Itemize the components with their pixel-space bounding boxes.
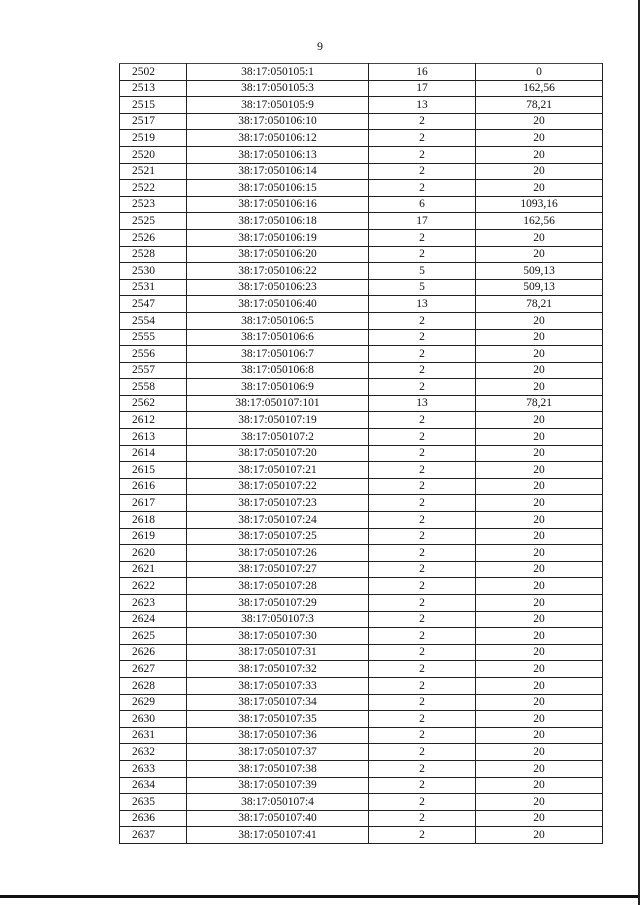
value-cell: 1093,16 [476, 196, 603, 213]
row-number-cell: 2621 [120, 561, 187, 578]
value-cell: 20 [476, 462, 603, 479]
row-number-cell: 2630 [120, 711, 187, 728]
cadastral-number-cell: 38:17:050107:29 [187, 595, 369, 612]
table-row [120, 677, 603, 694]
cadastral-number-cell: 38:17:050106:18 [187, 213, 369, 230]
data-table [119, 63, 603, 844]
value-cell: 20 [476, 113, 603, 130]
cadastral-number-cell: 38:17:050107:27 [187, 561, 369, 578]
table-row [120, 628, 603, 645]
count-cell: 17 [369, 213, 476, 230]
table-row [120, 379, 603, 396]
cadastral-number-cell: 38:17:050107:31 [187, 644, 369, 661]
cadastral-number-cell: 38:17:050106:19 [187, 229, 369, 246]
count-cell: 2 [369, 794, 476, 811]
cadastral-number-cell: 38:17:050107:39 [187, 777, 369, 794]
value-cell: 20 [476, 180, 603, 197]
count-cell: 2 [369, 777, 476, 794]
value-cell: 20 [476, 312, 603, 329]
row-number-cell: 2547 [120, 296, 187, 313]
table-row [120, 478, 603, 495]
value-cell: 20 [476, 711, 603, 728]
row-number-cell: 2628 [120, 677, 187, 694]
value-cell: 20 [476, 512, 603, 529]
row-number-cell: 2558 [120, 379, 187, 396]
row-number-cell: 2522 [120, 180, 187, 197]
table-row [120, 744, 603, 761]
value-cell: 20 [476, 229, 603, 246]
cadastral-number-cell: 38:17:050105:1 [187, 64, 369, 81]
cadastral-number-cell: 38:17:050106:9 [187, 379, 369, 396]
row-number-cell: 2627 [120, 661, 187, 678]
value-cell: 20 [476, 130, 603, 147]
row-number-cell: 2623 [120, 595, 187, 612]
row-number-cell: 2622 [120, 578, 187, 595]
cadastral-number-cell: 38:17:050106:16 [187, 196, 369, 213]
cadastral-number-cell: 38:17:050105:3 [187, 80, 369, 97]
cadastral-number-cell: 38:17:050107:32 [187, 661, 369, 678]
row-number-cell: 2555 [120, 329, 187, 346]
table-row [120, 64, 603, 81]
count-cell: 2 [369, 545, 476, 562]
table-row [120, 462, 603, 479]
value-cell: 20 [476, 677, 603, 694]
table-row [120, 661, 603, 678]
table-row [120, 644, 603, 661]
value-cell: 20 [476, 561, 603, 578]
row-number-cell: 2633 [120, 760, 187, 777]
cadastral-number-cell: 38:17:050106:8 [187, 362, 369, 379]
value-cell: 20 [476, 545, 603, 562]
table-row [120, 279, 603, 296]
count-cell: 2 [369, 429, 476, 446]
value-cell: 78,21 [476, 395, 603, 412]
value-cell: 20 [476, 445, 603, 462]
table-row [120, 429, 603, 446]
count-cell: 2 [369, 628, 476, 645]
cadastral-number-cell: 38:17:050107:23 [187, 495, 369, 512]
cadastral-number-cell: 38:17:050106:22 [187, 263, 369, 280]
value-cell: 20 [476, 595, 603, 612]
table-row [120, 727, 603, 744]
row-number-cell: 2636 [120, 810, 187, 827]
value-cell: 20 [476, 744, 603, 761]
row-number-cell: 2554 [120, 312, 187, 329]
table-row [120, 180, 603, 197]
row-number-cell: 2530 [120, 263, 187, 280]
value-cell: 20 [476, 810, 603, 827]
value-cell: 20 [476, 329, 603, 346]
count-cell: 2 [369, 711, 476, 728]
cadastral-number-cell: 38:17:050106:10 [187, 113, 369, 130]
row-number-cell: 2526 [120, 229, 187, 246]
count-cell: 2 [369, 163, 476, 180]
row-number-cell: 2619 [120, 528, 187, 545]
row-number-cell: 2615 [120, 462, 187, 479]
value-cell: 20 [476, 379, 603, 396]
row-number-cell: 2520 [120, 146, 187, 163]
value-cell: 20 [476, 727, 603, 744]
count-cell: 2 [369, 130, 476, 147]
cadastral-number-cell: 38:17:050107:38 [187, 760, 369, 777]
row-number-cell: 2616 [120, 478, 187, 495]
count-cell: 2 [369, 661, 476, 678]
cadastral-number-cell: 38:17:050107:21 [187, 462, 369, 479]
row-number-cell: 2523 [120, 196, 187, 213]
count-cell: 5 [369, 263, 476, 280]
row-number-cell: 2519 [120, 130, 187, 147]
count-cell: 2 [369, 561, 476, 578]
table-row [120, 395, 603, 412]
cadastral-number-cell: 38:17:050107:26 [187, 545, 369, 562]
table-body [120, 64, 603, 844]
table-row [120, 362, 603, 379]
cadastral-number-cell: 38:17:050107:37 [187, 744, 369, 761]
table-row [120, 113, 603, 130]
cadastral-number-cell: 38:17:050107:4 [187, 794, 369, 811]
cadastral-number-cell: 38:17:050107:101 [187, 395, 369, 412]
count-cell: 2 [369, 346, 476, 363]
cadastral-number-cell: 38:17:050106:13 [187, 146, 369, 163]
value-cell: 20 [476, 611, 603, 628]
count-cell: 2 [369, 180, 476, 197]
value-cell: 78,21 [476, 296, 603, 313]
row-number-cell: 2614 [120, 445, 187, 462]
row-number-cell: 2556 [120, 346, 187, 363]
count-cell: 2 [369, 744, 476, 761]
count-cell: 2 [369, 462, 476, 479]
table-row [120, 694, 603, 711]
count-cell: 6 [369, 196, 476, 213]
count-cell: 2 [369, 727, 476, 744]
table-row [120, 296, 603, 313]
cadastral-number-cell: 38:17:050107:3 [187, 611, 369, 628]
row-number-cell: 2629 [120, 694, 187, 711]
cadastral-number-cell: 38:17:050105:9 [187, 97, 369, 114]
row-number-cell: 2513 [120, 80, 187, 97]
table-row [120, 97, 603, 114]
count-cell: 2 [369, 810, 476, 827]
count-cell: 2 [369, 113, 476, 130]
count-cell: 2 [369, 694, 476, 711]
table-row [120, 777, 603, 794]
table-row [120, 512, 603, 529]
count-cell: 2 [369, 312, 476, 329]
count-cell: 5 [369, 279, 476, 296]
table-row [120, 163, 603, 180]
bottom-scan-edge [0, 895, 640, 898]
row-number-cell: 2557 [120, 362, 187, 379]
count-cell: 2 [369, 445, 476, 462]
row-number-cell: 2502 [120, 64, 187, 81]
value-cell: 20 [476, 777, 603, 794]
row-number-cell: 2635 [120, 794, 187, 811]
value-cell: 20 [476, 163, 603, 180]
table-row [120, 794, 603, 811]
cadastral-number-cell: 38:17:050107:24 [187, 512, 369, 529]
row-number-cell: 2617 [120, 495, 187, 512]
row-number-cell: 2624 [120, 611, 187, 628]
row-number-cell: 2562 [120, 395, 187, 412]
table-row [120, 545, 603, 562]
value-cell: 20 [476, 760, 603, 777]
count-cell: 2 [369, 528, 476, 545]
table-row [120, 561, 603, 578]
cadastral-number-cell: 38:17:050107:36 [187, 727, 369, 744]
row-number-cell: 2525 [120, 213, 187, 230]
count-cell: 2 [369, 329, 476, 346]
count-cell: 2 [369, 760, 476, 777]
cadastral-number-cell: 38:17:050107:40 [187, 810, 369, 827]
cadastral-number-cell: 38:17:050107:30 [187, 628, 369, 645]
row-number-cell: 2521 [120, 163, 187, 180]
count-cell: 16 [369, 64, 476, 81]
value-cell: 20 [476, 146, 603, 163]
row-number-cell: 2517 [120, 113, 187, 130]
table-row [120, 246, 603, 263]
count-cell: 13 [369, 395, 476, 412]
table-row [120, 263, 603, 280]
page-number: 9 [317, 39, 323, 53]
table-row [120, 196, 603, 213]
count-cell: 2 [369, 677, 476, 694]
value-cell: 509,13 [476, 279, 603, 296]
value-cell: 20 [476, 346, 603, 363]
cadastral-number-cell: 38:17:050106:15 [187, 180, 369, 197]
count-cell: 2 [369, 379, 476, 396]
row-number-cell: 2515 [120, 97, 187, 114]
value-cell: 20 [476, 794, 603, 811]
count-cell: 2 [369, 611, 476, 628]
value-cell: 0 [476, 64, 603, 81]
value-cell: 20 [476, 694, 603, 711]
row-number-cell: 2625 [120, 628, 187, 645]
table-row [120, 827, 603, 844]
cadastral-number-cell: 38:17:050106:20 [187, 246, 369, 263]
value-cell: 162,56 [476, 80, 603, 97]
cadastral-number-cell: 38:17:050107:25 [187, 528, 369, 545]
value-cell: 20 [476, 628, 603, 645]
count-cell: 2 [369, 644, 476, 661]
row-number-cell: 2618 [120, 512, 187, 529]
value-cell: 509,13 [476, 263, 603, 280]
value-cell: 20 [476, 362, 603, 379]
value-cell: 20 [476, 644, 603, 661]
cadastral-number-cell: 38:17:050106:7 [187, 346, 369, 363]
value-cell: 162,56 [476, 213, 603, 230]
value-cell: 20 [476, 246, 603, 263]
count-cell: 2 [369, 412, 476, 429]
row-number-cell: 2626 [120, 644, 187, 661]
value-cell: 20 [476, 827, 603, 844]
cadastral-number-cell: 38:17:050107:35 [187, 711, 369, 728]
table-row [120, 229, 603, 246]
row-number-cell: 2631 [120, 727, 187, 744]
table-row [120, 412, 603, 429]
row-number-cell: 2528 [120, 246, 187, 263]
count-cell: 2 [369, 246, 476, 263]
count-cell: 2 [369, 229, 476, 246]
row-number-cell: 2637 [120, 827, 187, 844]
cadastral-number-cell: 38:17:050107:20 [187, 445, 369, 462]
value-cell: 20 [476, 412, 603, 429]
cadastral-number-cell: 38:17:050107:34 [187, 694, 369, 711]
count-cell: 2 [369, 595, 476, 612]
value-cell: 20 [476, 478, 603, 495]
table-row [120, 711, 603, 728]
cadastral-number-cell: 38:17:050106:6 [187, 329, 369, 346]
table-row [120, 445, 603, 462]
row-number-cell: 2613 [120, 429, 187, 446]
table-row [120, 213, 603, 230]
count-cell: 2 [369, 362, 476, 379]
table-row [120, 611, 603, 628]
cadastral-number-cell: 38:17:050107:41 [187, 827, 369, 844]
row-number-cell: 2632 [120, 744, 187, 761]
row-number-cell: 2620 [120, 545, 187, 562]
count-cell: 13 [369, 296, 476, 313]
table-row [120, 578, 603, 595]
table-row [120, 810, 603, 827]
table-row [120, 80, 603, 97]
row-number-cell: 2531 [120, 279, 187, 296]
table-row [120, 312, 603, 329]
value-cell: 20 [476, 429, 603, 446]
cadastral-number-cell: 38:17:050106:14 [187, 163, 369, 180]
table-row [120, 760, 603, 777]
cadastral-number-cell: 38:17:050107:19 [187, 412, 369, 429]
cadastral-number-cell: 38:17:050106:12 [187, 130, 369, 147]
cadastral-number-cell: 38:17:050107:2 [187, 429, 369, 446]
value-cell: 78,21 [476, 97, 603, 114]
row-number-cell: 2612 [120, 412, 187, 429]
count-cell: 2 [369, 146, 476, 163]
table-row [120, 595, 603, 612]
table-row [120, 528, 603, 545]
table-row [120, 329, 603, 346]
value-cell: 20 [476, 661, 603, 678]
value-cell: 20 [476, 495, 603, 512]
cadastral-number-cell: 38:17:050106:40 [187, 296, 369, 313]
count-cell: 2 [369, 578, 476, 595]
count-cell: 2 [369, 512, 476, 529]
count-cell: 2 [369, 827, 476, 844]
count-cell: 2 [369, 478, 476, 495]
cadastral-number-cell: 38:17:050106:23 [187, 279, 369, 296]
table-row [120, 346, 603, 363]
count-cell: 2 [369, 495, 476, 512]
table-row [120, 130, 603, 147]
row-number-cell: 2634 [120, 777, 187, 794]
table-row [120, 495, 603, 512]
cadastral-number-cell: 38:17:050107:28 [187, 578, 369, 595]
count-cell: 17 [369, 80, 476, 97]
cadastral-number-cell: 38:17:050107:22 [187, 478, 369, 495]
value-cell: 20 [476, 528, 603, 545]
count-cell: 13 [369, 97, 476, 114]
cadastral-number-cell: 38:17:050107:33 [187, 677, 369, 694]
cadastral-number-cell: 38:17:050106:5 [187, 312, 369, 329]
value-cell: 20 [476, 578, 603, 595]
table-row [120, 146, 603, 163]
